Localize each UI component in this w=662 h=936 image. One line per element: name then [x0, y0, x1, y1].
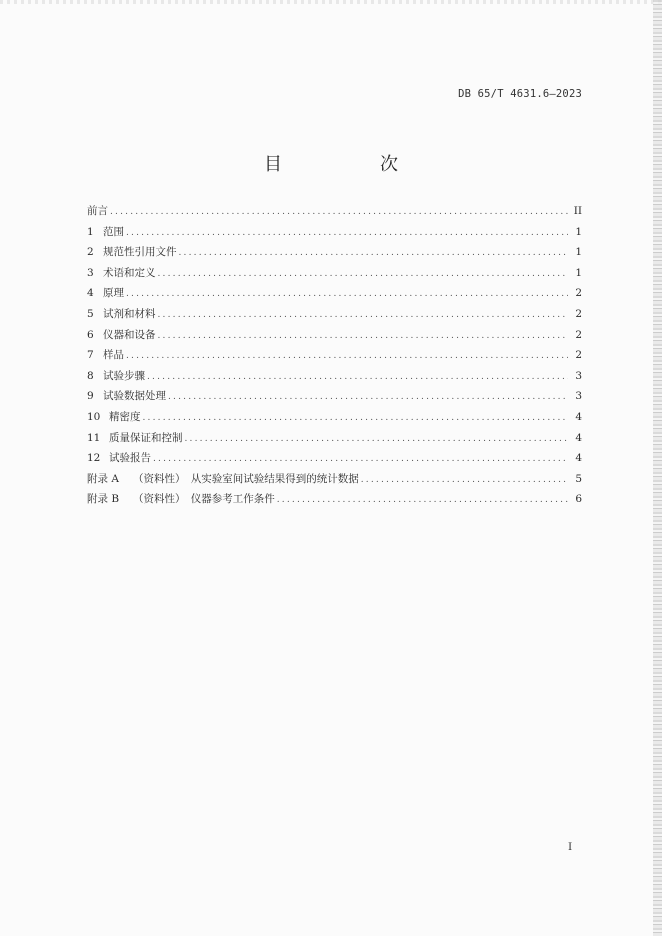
toc-entry-page: 4 — [575, 410, 582, 423]
scan-edge-top — [0, 0, 662, 4]
toc-entry-label — [87, 306, 156, 321]
toc-entry-page: 1 — [575, 225, 582, 238]
toc-entry-number: 8 — [87, 369, 94, 382]
toc-entry-page: II — [573, 205, 582, 217]
toc-leader-dots — [110, 207, 568, 217]
toc-entry-label — [87, 471, 359, 486]
toc-leader-dots — [147, 372, 568, 382]
toc-entry-page: 2 — [575, 328, 582, 341]
toc-entry-label — [87, 388, 166, 403]
toc-entry-label — [87, 327, 156, 342]
toc-entry-label — [87, 203, 108, 218]
toc-entry-number: 4 — [87, 287, 94, 300]
toc-entry-number: 6 — [87, 328, 94, 341]
toc-entry-number: 附录 A — [87, 472, 119, 485]
toc-entry-title: （资料性） 从实验室间试验结果得到的统计数据 — [133, 472, 359, 485]
toc-entry-label — [87, 409, 141, 424]
toc-entry-number: 附录 B — [87, 493, 120, 506]
toc-entry-label — [87, 265, 156, 280]
toc-entry-title: 试验步骤 — [103, 369, 145, 382]
toc-leader-dots — [158, 331, 569, 341]
toc-entry-title: 范围 — [103, 225, 124, 238]
toc-entry-title: （资料性） 仪器参考工作条件 — [133, 493, 275, 506]
toc-entry-number: 1 — [87, 225, 94, 238]
table-of-contents — [87, 203, 582, 512]
toc-leader-dots — [126, 289, 568, 299]
toc-entry-number: 2 — [87, 246, 94, 259]
toc-entry-page: 3 — [575, 390, 582, 403]
toc-entry-title: 试验报告 — [109, 452, 151, 465]
toc-entry-label — [87, 430, 183, 445]
document-id: DB 65/T 4631.6—2023 — [458, 88, 582, 100]
toc-entry — [87, 306, 582, 327]
toc-entry-title: 试剂和材料 — [103, 307, 156, 320]
toc-entry-page: 6 — [575, 493, 582, 506]
toc-entry-label — [87, 368, 145, 383]
page-number: I — [568, 841, 573, 853]
toc-entry-page: 2 — [575, 349, 582, 362]
toc-leader-dots — [158, 269, 569, 279]
toc-entry-page: 5 — [575, 472, 582, 485]
toc-entry — [87, 450, 582, 471]
toc-entry-label — [87, 244, 177, 259]
toc-entry-number: 12 — [87, 452, 101, 465]
toc-entry-label — [87, 450, 151, 465]
toc-entry-label — [87, 285, 124, 300]
toc-entry — [87, 224, 582, 245]
toc-leader-dots — [126, 228, 568, 238]
toc-entry — [87, 409, 582, 430]
toc-entry-label — [87, 491, 275, 506]
toc-entry-number: 7 — [87, 349, 94, 362]
toc-entry-label — [87, 224, 124, 239]
toc-entry-title: 仪器和设备 — [103, 328, 156, 341]
toc-entry-title: 精密度 — [109, 410, 141, 423]
toc-entry — [87, 203, 582, 224]
toc-entry-number: 11 — [87, 431, 101, 444]
toc-entry — [87, 368, 582, 389]
scan-edge-right — [653, 0, 662, 936]
toc-leader-dots — [126, 351, 568, 361]
toc-leader-dots — [277, 495, 568, 505]
toc-entry-number: 9 — [87, 390, 94, 403]
toc-entry-page: 3 — [575, 369, 582, 382]
toc-entry-page: 1 — [575, 246, 582, 259]
toc-entry-number: 10 — [87, 410, 101, 423]
toc-entry-title: 前言 — [87, 205, 108, 217]
toc-entry-label — [87, 347, 124, 362]
toc-entry-title: 试验数据处理 — [103, 390, 166, 403]
toc-entry — [87, 347, 582, 368]
toc-entry — [87, 491, 582, 512]
toc-entry-number: 5 — [87, 307, 94, 320]
toc-entry-title: 样品 — [103, 349, 124, 362]
toc-entry-page: 1 — [575, 266, 582, 279]
toc-entry-title: 原理 — [103, 287, 124, 300]
toc-entry-title: 质量保证和控制 — [109, 431, 183, 444]
toc-entry-page: 4 — [575, 431, 582, 444]
toc-entry-page: 2 — [575, 287, 582, 300]
toc-title: 目 次 — [264, 154, 438, 175]
toc-entry — [87, 285, 582, 306]
toc-entry — [87, 265, 582, 286]
toc-entry — [87, 471, 582, 492]
toc-leader-dots — [185, 434, 569, 444]
toc-leader-dots — [168, 392, 568, 402]
toc-leader-dots — [143, 413, 569, 423]
toc-leader-dots — [361, 475, 568, 485]
toc-leader-dots — [179, 248, 569, 258]
toc-entry-number: 3 — [87, 266, 94, 279]
toc-entry-page: 2 — [575, 307, 582, 320]
toc-leader-dots — [153, 454, 568, 464]
toc-entry — [87, 430, 582, 451]
toc-entry-page: 4 — [575, 452, 582, 465]
toc-entry — [87, 388, 582, 409]
toc-entry — [87, 244, 582, 265]
toc-entry-title: 规范性引用文件 — [103, 246, 177, 259]
toc-entry — [87, 327, 582, 348]
toc-entry-title: 术语和定义 — [103, 266, 156, 279]
toc-leader-dots — [158, 310, 569, 320]
